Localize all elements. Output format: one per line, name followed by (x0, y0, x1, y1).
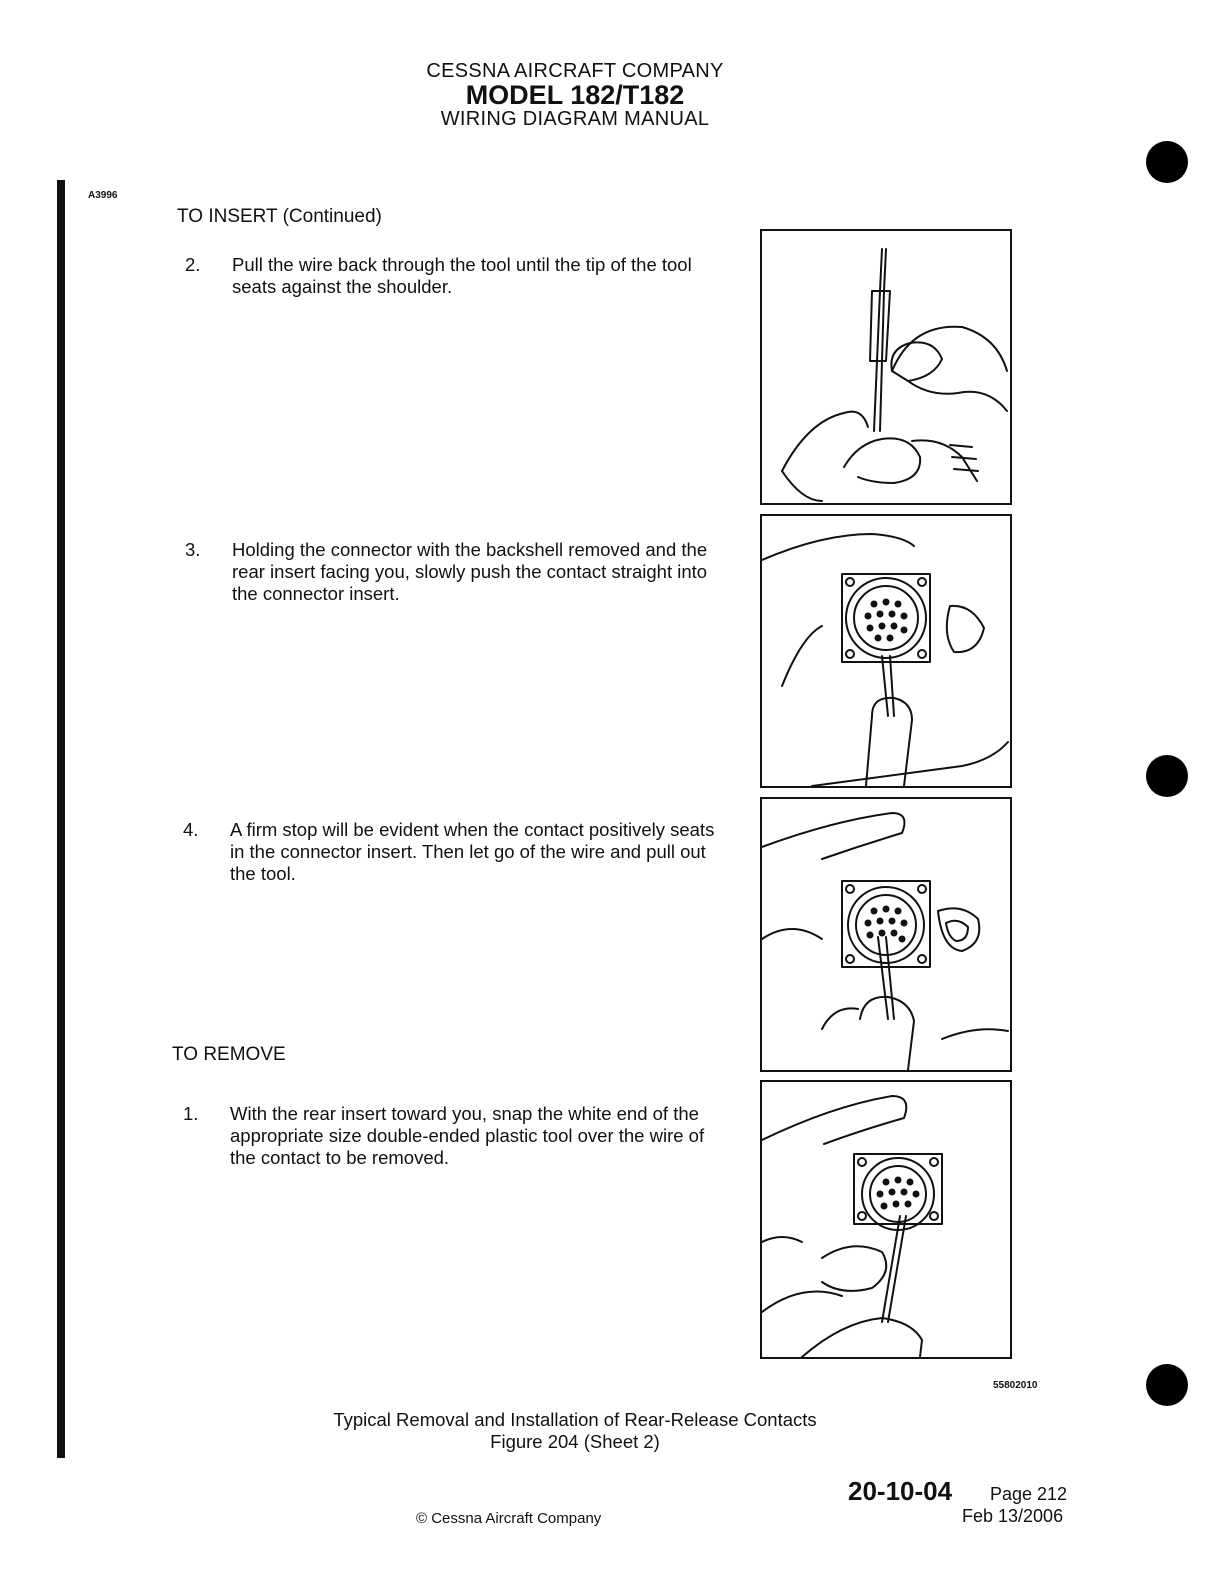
figure-caption-number: Figure 204 (Sheet 2) (490, 1431, 660, 1452)
step-number: 2. (185, 254, 201, 275)
revision-date: Feb 13/2006 (962, 1506, 1064, 1526)
copyright-notice: © Cessna Aircraft Company (416, 1510, 602, 1527)
header-manual-title: WIRING DIAGRAM MANUAL (440, 108, 710, 130)
header-company: CESSNA AIRCRAFT COMPANY (426, 60, 724, 82)
insert-step-4 (183, 819, 723, 889)
illustration-remove-contact (760, 1080, 1012, 1359)
insert-step-2 (185, 254, 725, 304)
step-text: With the rear insert toward you, snap the white end of the appropriate size double-ended plastic tool over the wire of the contact to be removed. (230, 1103, 705, 1168)
binder-hole-icon (1146, 755, 1188, 797)
document-number: 20-10-04 (848, 1476, 953, 1506)
step-text: A firm stop will be evident when the contact positively seats in the connector insert. Then let go of the wire and pull out the tool. (230, 819, 715, 884)
illustration-tool-and-wire (760, 229, 1012, 505)
figure-code: A3996 (88, 190, 118, 201)
remove-step-1 (183, 1103, 723, 1173)
step-number: 1. (183, 1103, 199, 1124)
binder-hole-icon (1146, 141, 1188, 183)
step-number: 3. (185, 539, 201, 560)
illustration-push-contact-into-connector (760, 514, 1012, 788)
section-heading-insert: TO INSERT (Continued) (177, 206, 382, 227)
drawing-number: 55802010 (993, 1380, 1038, 1391)
revision-change-bar (57, 180, 65, 1458)
step-number: 4. (183, 819, 199, 840)
step-text: Holding the connector with the backshell removed and the rear insert facing you, slowly push the contact straight into the connector insert. (232, 539, 708, 604)
step-text: Pull the wire back through the tool until the tip of the tool seats against the shoulder. (232, 254, 692, 297)
figure-caption-title: Typical Removal and Installation of Rear-Release Contacts (333, 1409, 817, 1430)
header-model: MODEL 182/T182 (465, 80, 685, 110)
insert-step-3 (185, 539, 725, 609)
section-heading-remove: TO REMOVE (172, 1044, 286, 1065)
illustration-contact-seated (760, 797, 1012, 1072)
page-number: Page 212 (990, 1484, 1068, 1504)
binder-hole-icon (1146, 1364, 1188, 1406)
